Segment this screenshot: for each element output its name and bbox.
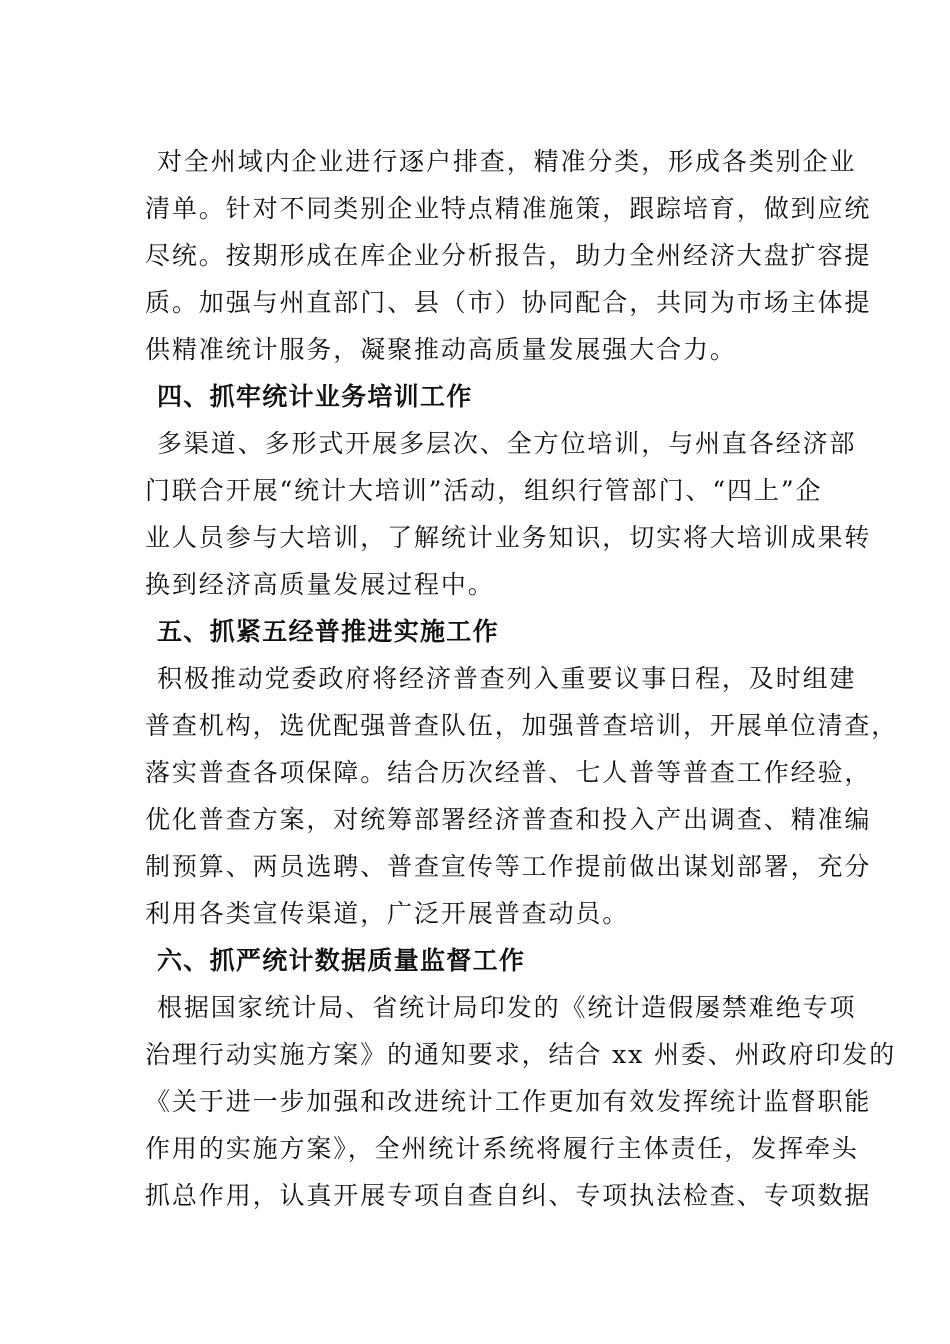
paragraph-line: 尽统。按期形成在库企业分析报告，助力全州经济大盘扩容提: [145, 241, 872, 270]
section-heading-5: 五、抓紧五经普推进实施工作: [157, 617, 499, 646]
paragraph-line: 清单。针对不同类别企业特点精准施策，跟踪培育，做到应统: [145, 194, 872, 223]
paragraph-line: 供精准统计服务，凝聚推动高质量发展强大合力。: [145, 335, 737, 364]
section-heading-4: 四、抓牢统计业务培训工作: [157, 382, 473, 411]
paragraph-line: 普查机构，选优配强普查队伍，加强普查培训，开展单位清查，: [145, 711, 899, 740]
paragraph-line: 积极推动党委政府将经济普查列入重要议事日程，及时组建: [157, 664, 857, 693]
paragraph-line: 作用的实施方案》，全州统计系统将履行主体责任，发挥牵头: [145, 1134, 859, 1163]
paragraph-line: 抓总作用，认真开展专项自查自纠、专项执法检查、专项数据: [145, 1181, 872, 1210]
paragraph-line: 业人员参与大培训，了解统计业务知识，切实将大培训成果转: [145, 523, 872, 552]
paragraph-line: 治理行动实施方案》的通知要求，结合 xx 州委、州政府印发的: [145, 1040, 897, 1069]
paragraph-line: 换到经济高质量发展过程中。: [145, 570, 495, 599]
paragraph-line: 根据国家统计局、省统计局印发的《统计造假屡禁难绝专项: [157, 993, 857, 1022]
paragraph-line: 《关于进一步加强和改进统计工作更加有效发挥统计监督职能: [145, 1087, 872, 1116]
paragraph-line: 门联合开展“统计大培训”活动，组织行管部门、“四上”企: [145, 476, 823, 505]
paragraph-line: 制预算、两员选聘、普查宣传等工作提前做出谋划部署，充分: [145, 852, 872, 881]
paragraph-line: 质。加强与州直部门、县（市）协同配合，共同为市场主体提: [145, 288, 872, 317]
document-body: [145, 138, 899, 1219]
paragraph-line: 落实普查各项保障。结合历次经普、七人普等普查工作经验，: [145, 758, 872, 787]
paragraph-line: 利用各类宣传渠道，广泛开展普查动员。: [145, 899, 630, 928]
paragraph-line: 对全州域内企业进行逐户排查，精准分类，形成各类别企业: [157, 147, 857, 176]
paragraph-line: 优化普查方案，对统筹部署经济普查和投入产出调查、精准编: [145, 805, 872, 834]
section-heading-6: 六、抓严统计数据质量监督工作: [157, 946, 526, 975]
paragraph-line: 多渠道、多形式开展多层次、全方位培训，与州直各经济部: [157, 429, 857, 458]
